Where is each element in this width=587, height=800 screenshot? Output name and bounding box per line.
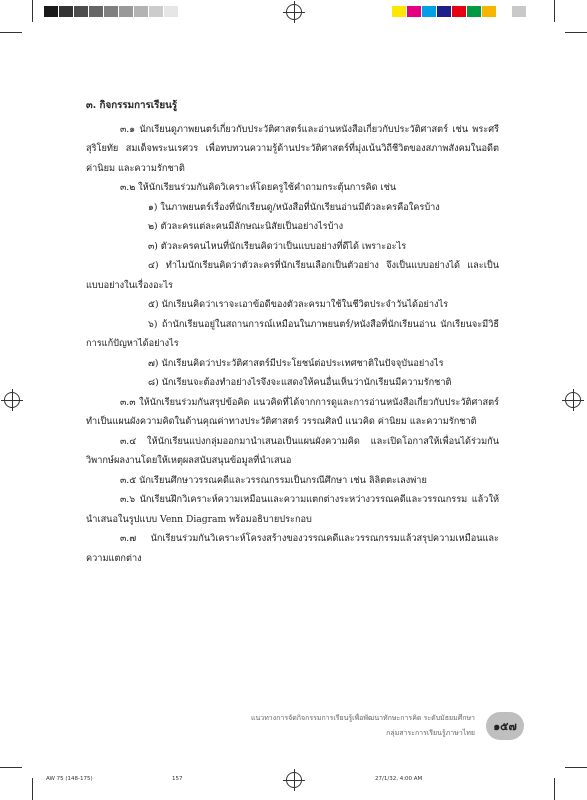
- slug-date: 27/1/32, 4:00 AM: [375, 776, 423, 782]
- paragraph: ๓.๖ นักเรียนฝึกวิเคราะห์ความเหมือนและความแตกต่างระหว่างวรรณคดีและวรรณกรรม แล้วให้นำเสนอในรูปแบบ Venn Diagram พร้อมอธิบายประกอบ: [86, 494, 499, 525]
- paragraph: ๖) ถ้านักเรียนอยู่ในสถานการณ์เหมือนในภาพยนตร์/หนังสือที่นักเรียนอ่าน นักเรียนจะมีวิธีการแก้ปัญหาได้อย่างไร: [86, 318, 499, 349]
- page-number-badge: ๑๕๗: [486, 712, 524, 740]
- paragraph: ๒) ตัวละครแต่ละคนมีลักษณะนิสัยเป็นอย่างไรบ้าง: [148, 221, 344, 232]
- paragraph: ๓.๓ ให้นักเรียนร่วมกันสรุปข้อคิด แนวคิดที่ได้จากการดูและการอ่านหนังสือเกี่ยวกับประวัติศาสตร์ ทำเป็นแผนผังความคิดในด้านคุณค่าทางประวัติศาสตร์ วรรณศิลป์ แนวคิด ค่านิยม และความรักชาติ: [86, 396, 499, 427]
- section-heading: ๓. กิจกรรมการเรียนรู้: [86, 100, 178, 111]
- color-swatch: [497, 6, 511, 17]
- crop-mark: [565, 32, 587, 33]
- color-swatch: [452, 6, 466, 17]
- color-swatch: [437, 6, 451, 17]
- color-swatch: [482, 6, 496, 17]
- gray-swatch: [104, 6, 118, 17]
- page-body: [86, 96, 499, 568]
- gray-swatch: [59, 6, 73, 17]
- paragraph: ๓.๔ ให้นักเรียนแบ่งกลุ่มออกมานำเสนอเป็นแผนผังความคิด และเปิดโอกาสให้เพื่อนได้ร่วมกันวิพากษ์ผลงานโดยให้เหตุผลสนับสนุนข้อมูลที่นำเสนอ: [86, 435, 499, 466]
- paragraph: ๗) นักเรียนคิดว่าประวัติศาสตร์มีประโยชน์ต่อประเทศชาติในปัจจุบันอย่างไร: [148, 357, 444, 369]
- gray-swatch: [134, 6, 148, 17]
- crop-mark: [0, 767, 22, 768]
- paragraph: ๓.๒ ให้นักเรียนร่วมกันคิดวิเคราะห์โดยครูใช้คำถามกระตุ้นการคิด เช่น: [120, 182, 397, 193]
- paragraph: ๑) ในภาพยนตร์เรื่องที่นักเรียนดู/หนังสือที่นักเรียนอ่านมีตัวละครคือใครบ้าง: [148, 201, 440, 213]
- gray-swatch: [44, 6, 58, 17]
- paragraph: ๓) ตัวละครคนไหนที่นักเรียนคิดว่าเป็นแบบอย่างที่ดีได้ เพราะอะไร: [148, 240, 407, 252]
- paragraph: ๓.๕ นักเรียนศึกษาวรรณคดีและวรรณกรรมเป็นกรณีศึกษา เช่น ลิลิตตะเลงพ่าย: [120, 474, 427, 486]
- paragraph: ๓.๗ นักเรียนร่วมกันวิเคราะห์โครงสร้างของวรรณคดีและวรรณกรรมแล้วสรุปความเหมือนและความแตกต่าง: [86, 533, 499, 564]
- crop-mark: [554, 778, 555, 800]
- registration-mark-right: [565, 392, 581, 408]
- color-swatch: [407, 6, 421, 17]
- crop-mark: [554, 0, 555, 22]
- gray-swatch: [74, 6, 88, 17]
- gray-swatch: [149, 6, 163, 17]
- paragraph: ๓.๑ นักเรียนดูภาพยนตร์เกี่ยวกับประวัติศาสตร์และอ่านหนังสือเกี่ยวกับประวัติศาสตร์ เช่น พระศรีสุริโยทัย สมเด็จพระนเรศวร เพื่อทบทวนความรู้ด้านประวัติศาสตร์ที่มุ่งเน้นวิถีชีวิตของสภาพสังคมในอดีต ค่านิยม และความรักชาติ: [86, 123, 499, 174]
- page-footer: [251, 713, 475, 739]
- slug-file: AW 75 (148-175): [46, 776, 93, 782]
- crop-mark: [565, 767, 587, 768]
- paragraph: ๘) นักเรียนจะต้องทำอย่างไรจึงจะแสดงให้คนอื่นเห็นว่านักเรียนมีความรักชาติ: [148, 377, 452, 388]
- color-swatch: [422, 6, 436, 17]
- paragraph: ๕) นักเรียนคิดว่าเราจะเอาข้อดีของตัวละครมาใช้ในชีวิตประจำวันได้อย่างไร: [148, 299, 449, 310]
- gray-swatch: [89, 6, 103, 17]
- gray-swatch: [164, 6, 178, 17]
- color-swatch: [467, 6, 481, 17]
- crop-mark: [32, 0, 33, 22]
- color-swatch: [392, 6, 406, 17]
- slug-page: 157: [172, 776, 183, 782]
- footer-subject: กลุ่มสาระการเรียนรู้ภาษาไทย: [386, 729, 475, 737]
- paragraph-list: [86, 120, 499, 569]
- registration-mark-left: [4, 392, 20, 408]
- footer-book-title: แนวทางการจัดกิจกรรมการเรียนรู้เพื่อพัฒนาทักษะการคิด ระดับมัธยมศึกษา: [250, 714, 475, 722]
- crop-mark: [32, 778, 33, 800]
- color-swatch: [512, 6, 526, 17]
- registration-mark-top: [286, 4, 302, 20]
- registration-mark-bottom: [286, 772, 302, 788]
- crop-mark: [0, 32, 22, 33]
- paragraph: ๔) ทำไมนักเรียนคิดว่าตัวละครที่นักเรียนเลือกเป็นตัวอย่าง จึงเป็นแบบอย่างได้ และเป็นแบบอย่างในเรื่องอะไร: [86, 260, 499, 291]
- gray-swatch: [119, 6, 133, 17]
